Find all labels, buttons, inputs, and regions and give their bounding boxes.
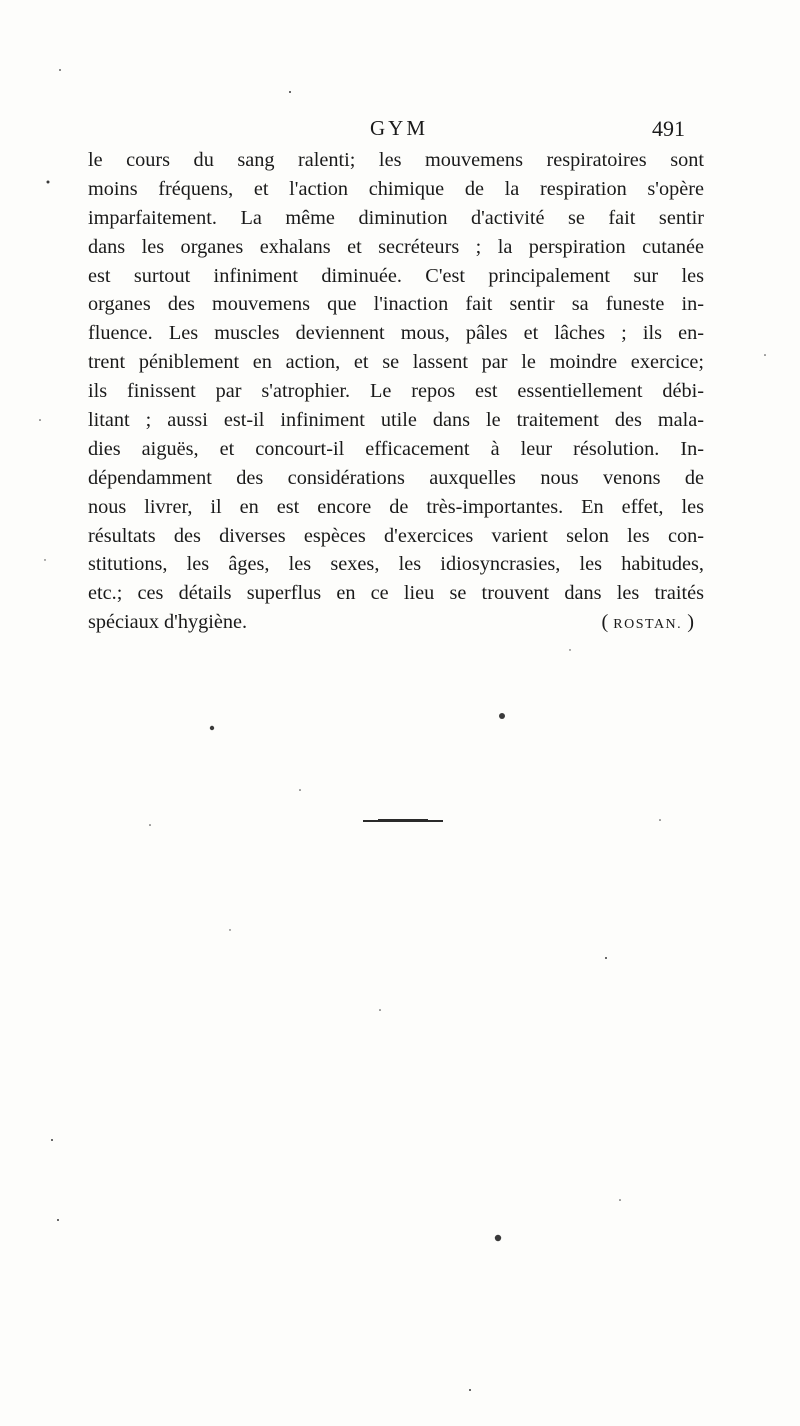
text-line: litant ; aussi est-il infiniment utile dans le traitement des mala- xyxy=(88,409,704,432)
attribution-open-paren: ( xyxy=(601,611,614,634)
text-line: etc.; ces détails superflus en ce lieu se trouvent dans les traités xyxy=(88,582,704,605)
attribution-close-paren: ) xyxy=(682,611,694,634)
text-line: organes des mouvemens que l'inaction fait sentir sa funeste in- xyxy=(88,293,704,316)
attribution-author-name: ROSTAN. xyxy=(613,617,683,633)
text-line: trent péniblement en action, et se lassent par le moindre exercice; xyxy=(88,351,704,374)
text-line: le cours du sang ralenti; les mouvemens respiratoires sont xyxy=(88,149,704,171)
final-line-text: spéciaux d'hygiène. xyxy=(88,611,248,634)
text-line: résultats des diverses espèces d'exercices varient selon les con- xyxy=(88,524,704,547)
text-line: dies aiguës, et concourt-il efficacement à leur résolution. In- xyxy=(88,437,704,460)
text-line: dépendamment des considérations auxquelles nous venons de xyxy=(88,466,704,489)
text-line: moins fréquens, et l'action chimique de la respiration s'opère xyxy=(88,177,704,200)
text-line: imparfaitement. La même diminution d'activité se fait sentir xyxy=(88,206,704,229)
text-line: nous livrer, il en est encore de très-importantes. En effet, les xyxy=(88,495,704,518)
text-line: est surtout infiniment diminuée. C'est principalement sur les xyxy=(88,264,704,287)
running-head-title: GYM xyxy=(370,116,429,140)
text-line: stitutions, les âges, les sexes, les idiosyncrasies, les habitudes, xyxy=(88,553,704,576)
page-number: 491 xyxy=(652,116,685,141)
text-line: fluence. Les muscles deviennent mous, pâles et lâches ; ils en- xyxy=(88,322,704,345)
text-line: ils finissent par s'atrophier. Le repos est essentiellement débi- xyxy=(88,380,704,403)
text-line: dans les organes exhalans et secréteurs ; la perspiration cutanée xyxy=(88,235,704,258)
